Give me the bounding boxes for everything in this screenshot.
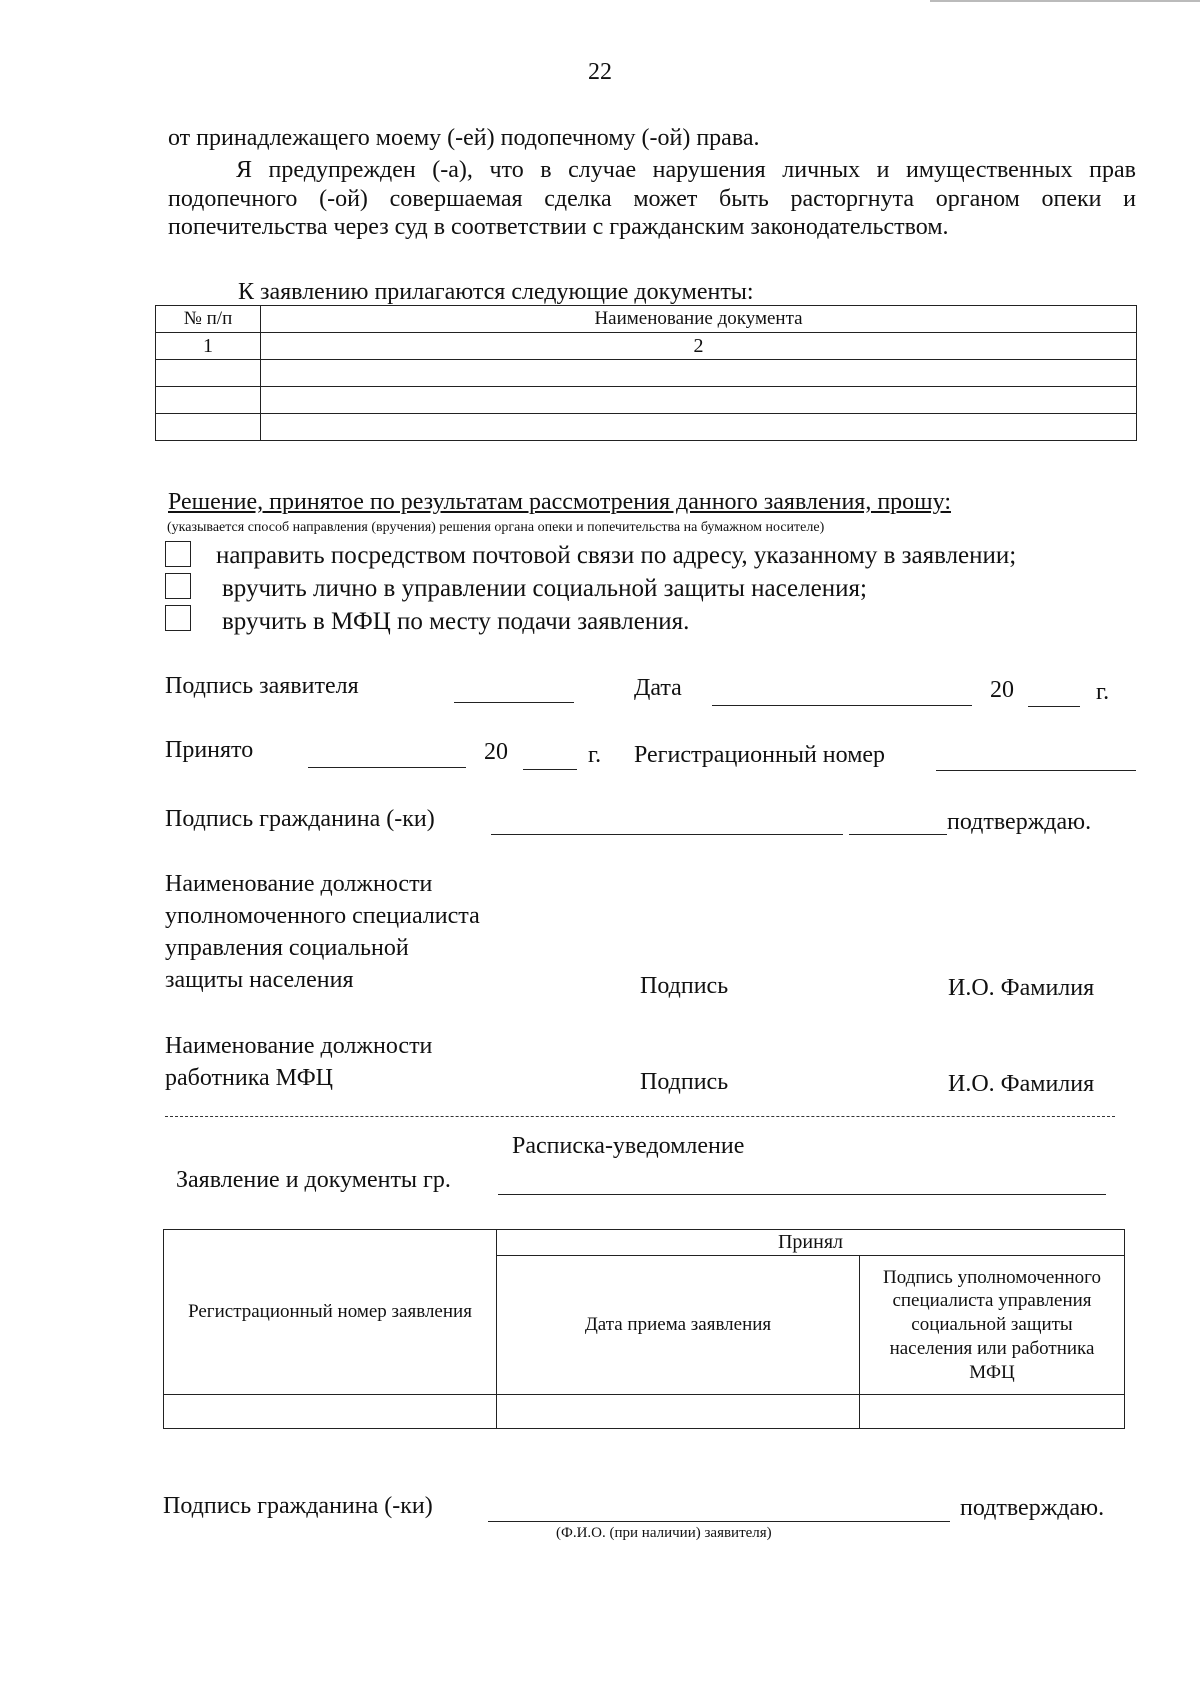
table-row [164,1395,1125,1429]
option-in-person: вручить лично в управлении социальной защиты населения; [222,575,867,602]
scan-edge-line [930,0,1200,2]
specialist-title-line: Наименование должности [165,871,433,897]
receipt-docs-label: Заявление и документы гр. [176,1167,451,1193]
cell-num[interactable] [156,387,261,414]
col-header-doc-name: Наименование документа [261,306,1137,333]
footer-citizen-signature-label: Подпись гражданина (-ки) [163,1493,433,1519]
warning-paragraph: Я предупрежден (-а), что в случае нарушения личных и имущественных прав подопечного (-ой) совершаемая сделка может быть расторгнута органом опеки и попечительства через суд в соответствии с гражданским законодательством. [168,157,1136,240]
applicant-signature-line[interactable] [454,702,574,703]
applicant-signature-label: Подпись заявителя [165,673,359,699]
cell-num[interactable] [156,360,261,387]
mfc-name-label: И.О. Фамилия [948,1071,1095,1097]
footer-confirm-text: подтверждаю. [960,1495,1105,1521]
mfc-title-line: Наименование должности [165,1033,433,1059]
receipt-table [163,1229,1125,1429]
citizen-signature-label: Подпись гражданина (-ки) [165,806,435,832]
specialist-name-label: И.О. Фамилия [948,975,1095,1001]
table-row [156,387,1137,414]
col-header-number: № п/п [156,306,261,333]
mfc-signature-label: Подпись [640,1069,729,1095]
confirm-text: подтверждаю. [947,809,1092,835]
accepted-year-line[interactable] [523,769,577,770]
reg-number-label: Регистрационный номер [634,742,886,768]
cell-reg-number[interactable] [164,1395,497,1429]
mfc-title-line: работника МФЦ [165,1065,333,1091]
page-number: 22 [588,59,612,85]
col-index-2: 2 [261,333,1137,360]
option-mail: направить посредством почтовой связи по адресу, указанному в заявлении; [216,542,1017,569]
col-header-signature: Подпись уполномоченного специалиста управления социальной защиты населения или работника МФЦ [860,1256,1125,1395]
accepted-year-suffix: г. [588,742,602,768]
citizen-signature-line-2[interactable] [849,834,947,835]
cell-doc[interactable] [261,360,1137,387]
cut-line [165,1116,1115,1117]
decision-heading: Решение, принятое по результатам рассмотрения данного заявления, прошу: [168,489,951,515]
table-row [156,360,1137,387]
checkbox-in-person[interactable] [165,573,191,599]
cell-date[interactable] [497,1395,860,1429]
attachments-table [155,305,1137,441]
accepted-year-prefix: 20 [484,739,508,765]
cell-num[interactable] [156,414,261,441]
date-label: Дата [634,675,682,701]
footer-hint: (Ф.И.О. (при наличии) заявителя) [556,1525,772,1541]
option-mfc: вручить в МФЦ по месту подачи заявления. [222,608,690,635]
attachments-heading: К заявлению прилагаются следующие документы: [238,279,754,305]
receipt-title: Расписка-уведомление [512,1133,745,1159]
specialist-signature-label: Подпись [640,973,729,999]
year-prefix: 20 [990,677,1014,703]
decision-note: (указывается способ направления (вручения) решения органа опеки и попечительства на бумажном носителе) [167,520,825,535]
col-header-accepted: Принял [497,1230,1125,1256]
cell-signature[interactable] [860,1395,1125,1429]
citizen-signature-line[interactable] [491,834,843,835]
receipt-docs-line[interactable] [498,1194,1106,1195]
col-header-reg-number: Регистрационный номер заявления [164,1230,497,1395]
year-suffix: г. [1096,679,1110,705]
intro-line: от принадлежащего моему (-ей) подопечному (-ой) права. [168,125,760,151]
cell-doc[interactable] [261,387,1137,414]
col-index-1: 1 [156,333,261,360]
checkbox-mail[interactable] [165,541,191,567]
footer-citizen-signature-line[interactable] [488,1521,950,1522]
specialist-title-line: уполномоченного специалиста [165,903,480,929]
specialist-title-line: управления социальной [165,935,409,961]
accepted-date-line[interactable] [308,767,466,768]
col-header-date: Дата приема заявления [497,1256,860,1395]
date-line[interactable] [712,705,972,706]
reg-number-line[interactable] [936,770,1136,771]
checkbox-mfc[interactable] [165,605,191,631]
table-row [156,414,1137,441]
specialist-title-line: защиты населения [165,967,354,993]
year-line[interactable] [1028,706,1080,707]
accepted-label: Принято [165,737,254,763]
cell-doc[interactable] [261,414,1137,441]
